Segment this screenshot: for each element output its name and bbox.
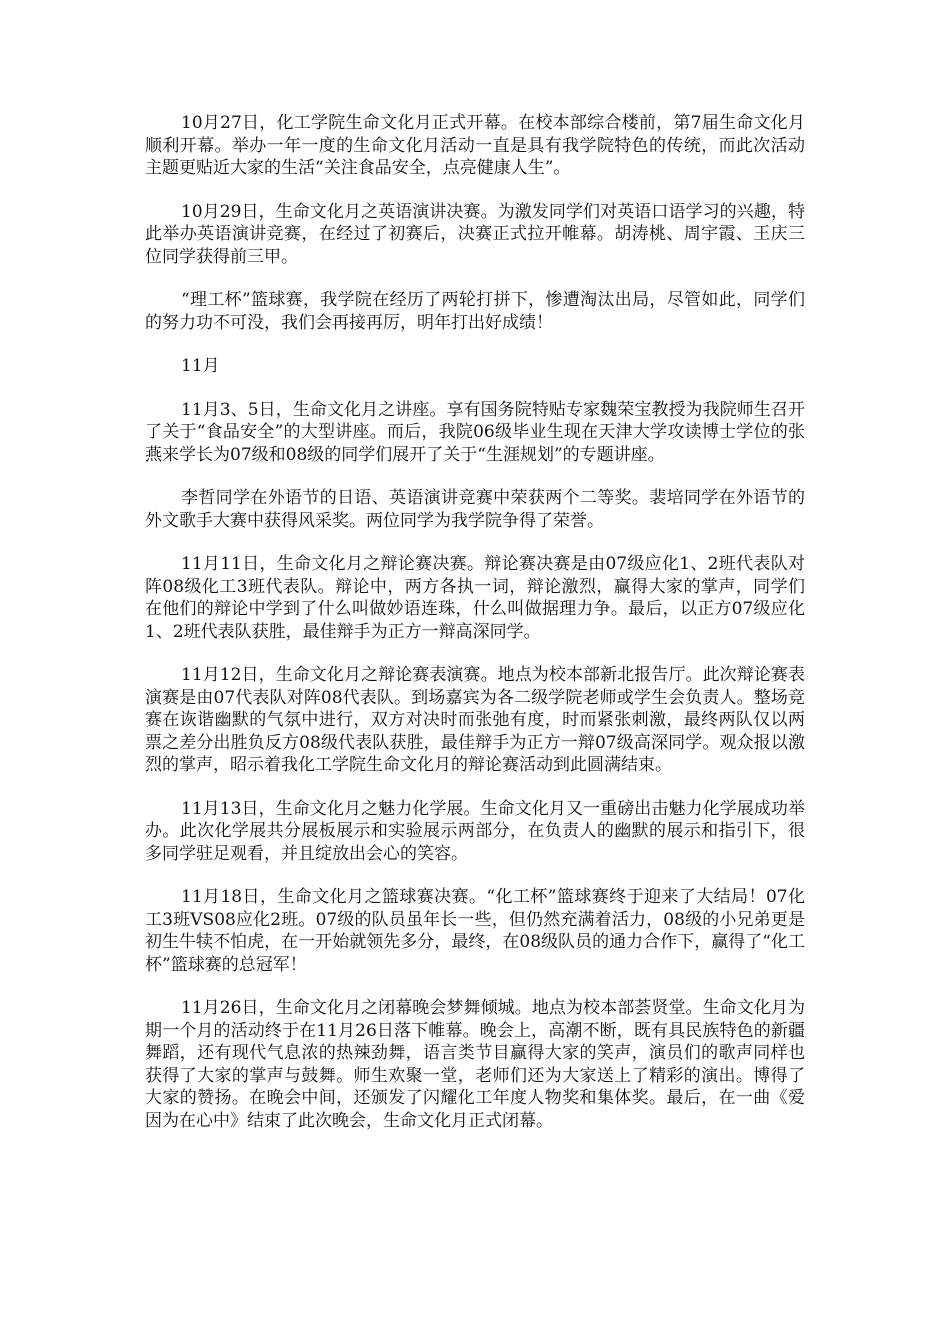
document-body <box>145 112 805 1153</box>
paragraph-language-awards: 李哲同学在外语节的日语、英语演讲竞赛中荣获两个二等奖。裴培同学在外语节的外文歌手大赛中获得风采奖。两位同学为我学院争得了荣誉。 <box>145 488 805 531</box>
paragraph-closing-gala: 11月26日，生命文化月之闭幕晚会梦舞倾城。地点为校本部荟贤堂。生命文化月为期一个月的活动终于在11月26日落下帷幕。晚会上，高潮不断，既有具民族特色的新疆舞蹈，还有现代气息浓的热辣劲舞，语言类节目赢得大家的笑声，演员们的歌声同样也获得了大家的掌声与鼓舞。师生欢聚一堂，老师们还为大家送上了精彩的演出。博得了大家的赞扬。在晚会中间，还颁发了闪耀化工年度人物奖和集体奖。最后，在一曲《爱因为在心中》结束了此次晚会，生命文化月正式闭幕。 <box>145 998 805 1131</box>
paragraph-ligong-cup-basketball: “理工杯”篮球赛，我学院在经历了两轮打拼下，惨遭淘汰出局，尽管如此，同学们的努力功不可没，我们会再接再厉，明年打出好成绩！ <box>145 290 805 333</box>
paragraph-english-speech-final: 10月29日，生命文化月之英语演讲决赛。为激发同学们对英语口语学习的兴趣，特此举办英语演讲竞赛，在经过了初赛后，决赛正式拉开帷幕。胡涛桃、周宇霞、王庆三位同学获得前三甲。 <box>145 201 805 267</box>
paragraph-debate-exhibition: 11月12日，生命文化月之辩论赛表演赛。地点为校本部新北报告厅。此次辩论赛表演赛是由07代表队对阵08代表队。到场嘉宾为各二级学院老师或学生会负责人。整场竞赛在诙谐幽默的气氛中进行，双方对决时而张弛有度，时而紧张刺激，最终两队仅以两票之差分出胜负反方08级代表队获胜，最佳辩手为正方一辩07级高深同学。观众报以激烈的掌声，昭示着我化工学院生命文化月的辩论赛活动到此圆满结束。 <box>145 665 805 775</box>
paragraph-opening-ceremony: 10月27日，化工学院生命文化月正式开幕。在校本部综合楼前，第7届生命文化月顺利开幕。举办一年一度的生命文化月活动一直是具有我学院特色的传统，而此次活动主题更贴近大家的生活“关注食品安全，点亮健康人生”。 <box>145 113 805 178</box>
paragraph-month-heading: 11月 <box>181 356 220 376</box>
paragraph-lectures: 11月3、5日，生命文化月之讲座。享有国务院特贴专家魏荣宝教授为我院师生召开了关于“食品安全”的大型讲座。而后，我院06级毕业生现在天津大学攻读博士学位的张燕来学长为07级和08级的同学们展开了关于“生涯规划”的专题讲座。 <box>145 399 805 465</box>
paragraph-chemistry-exhibition: 11月13日，生命文化月之魅力化学展。生命文化月又一重磅出击魅力化学展成功举办。此次化学展共分展板展示和实验展示两部分，在负责人的幽默的展示和指引下，很多同学驻足观看，并且绽放出会心的笑容。 <box>145 798 805 864</box>
paragraph-basketball-final: 11月18日，生命文化月之篮球赛决赛。“化工杯”篮球赛终于迎来了大结局！07化工3班VS08应化2班。07级的队员虽年长一些，但仍然充满着活力，08级的小兄弟更是初生牛犊不怕虎，在一开始就领先多分，最终，在08级队员的通力合作下，赢得了“化工杯”篮球赛的总冠军！ <box>145 887 805 975</box>
paragraph-debate-final: 11月11日，生命文化月之辩论赛决赛。辩论赛决赛是由07级应化1、2班代表队对阵08级化工3班代表队。辩论中，两方各执一词，辩论激烈，赢得大家的掌声，同学们在他们的辩论中学到了什么叫做妙语连珠，什么叫做据理力争。最后，以正方07级应化1、2班代表队获胜，最佳辩手为正方一辩高深同学。 <box>145 554 805 642</box>
